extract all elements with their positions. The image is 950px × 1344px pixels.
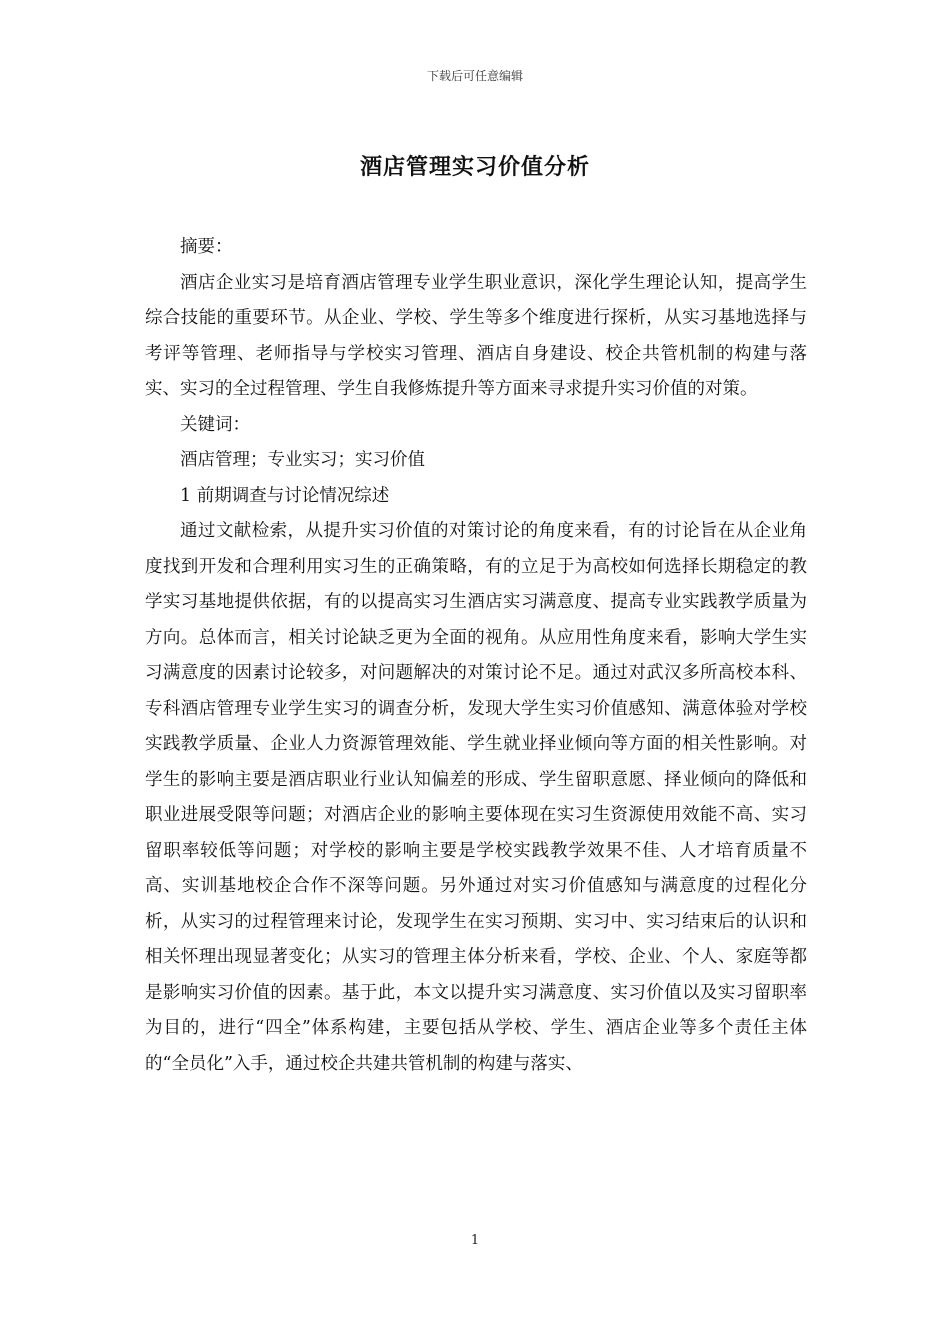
section-paragraph: 通过文献检索，从提升实习价值的对策讨论的角度来看，有的讨论旨在从企业角度找到开发和合理利用实习生的正确策略，有的立足于为高校如何选择长期稳定的教学实习基地提供依据，有的以提高实习生酒店实习满意度、提高专业实践教学质量为方向。总体而言，相关讨论缺乏更为全面的视角。从应用性角度来看，影响大学生实习满意度的因素讨论较多，对问题解决的对策讨论不足。通过对武汉多所高校本科、专科酒店管理专业学生实习的调查分析，发现大学生实习价值感知、满意体验对学校实践教学质量、企业人力资源管理效能、学生就业择业倾向等方面的相关性影响。对学生的影响主要是酒店职业行业认知偏差的形成、学生留职意愿、择业倾向的降低和职业进展受限等问题；对酒店企业的影响主要体现在实习生资源使用效能不高、实习留职率较低等问题；对学校的影响主要是学校实践教学效果不佳、人才培育质量不高、实训基地校企合作不深等问题。另外通过对实习价值感知与满意度的过程化分析，从实习的过程管理来讨论，发现学生在实习预期、实习中、实习结束后的认识和相关怀理出现显著变化；从实习的管理主体分析来看，学校、企业、个人、家庭等都是影响实习价值的因素。基于此，本文以提升实习满意度、实习价值以及实习留职率为目的，进行“四全”体系构建，主要包括从学校、学生、酒店企业等多个责任主体的“全员化”入手，通过校企共建共管机制的构建与落实、 (145, 521, 807, 1074)
document-body (145, 230, 807, 1082)
abstract-paragraph: 酒店企业实习是培育酒店管理专业学生职业意识，深化学生理论认知，提高学生综合技能的重要环节。从企业、学校、学生等多个维度进行探析，从实习基地选择与考评等管理、老师指导与学校实习管理、酒店自身建设、校企共管机制的构建与落实、实习的全过程管理、学生自我修炼提升等方面来寻求提升实习价值的对策。 (145, 272, 807, 399)
document-title: 酒店管理实习价值分析 (359, 154, 590, 180)
abstract-label: 摘要： (180, 237, 233, 257)
header-note: 下载后可任意编辑 (426, 69, 523, 83)
section-heading: 1 前期调查与讨论情况综述 (180, 485, 390, 506)
keywords-label: 关键词： (180, 414, 250, 435)
page-number: 1 (470, 1233, 480, 1248)
keywords-text: 酒店管理；专业实习；实习价值 (180, 450, 425, 470)
